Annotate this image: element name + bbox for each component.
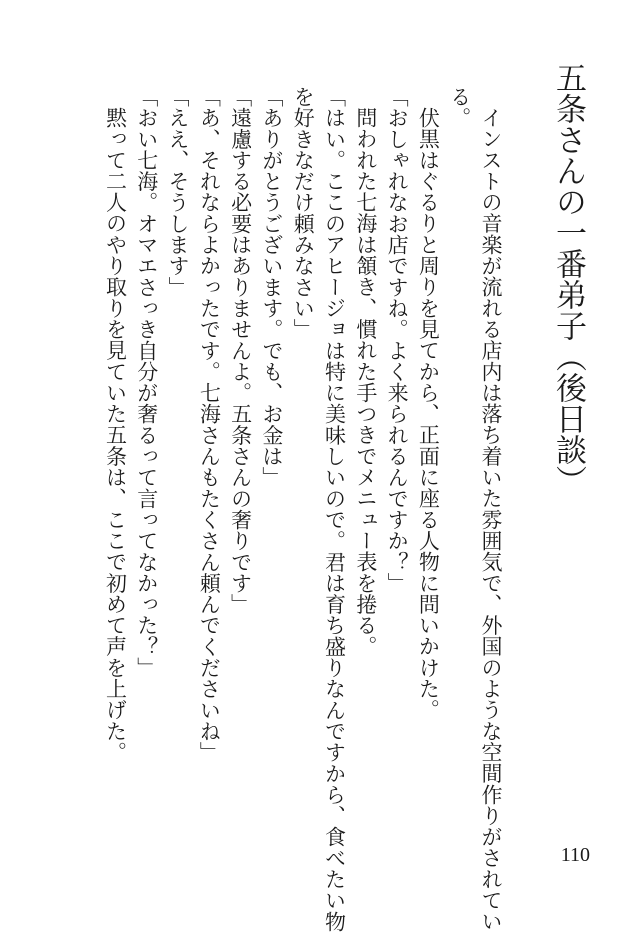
text-line: 問われた七海は頷き、慣れた手つきでメニュー表を捲る。 bbox=[353, 107, 378, 657]
text-line: インストの音楽が流れる店内は落ち着いた雰囲気で、外国のような空間作りがされてい bbox=[479, 107, 503, 932]
text-line: 伏黒はぐるりと周りを見てから、正面に座る人物に問いかけた。 bbox=[416, 107, 441, 721]
text-line: 黙って二人のやり取りを見ていた五条は、ここで初めて声を上げた。 bbox=[103, 107, 128, 763]
text-line: 「ありがとうございます。でも、お金は」 bbox=[259, 86, 284, 488]
text-line: 「あ、それならよかったです。七海さんもたくさん頼んでくださいね」 bbox=[197, 86, 222, 763]
body-text bbox=[103, 86, 506, 932]
page-number: 110 bbox=[560, 844, 590, 866]
text-line: 「はい。ここのアヒージョは特に美味しいので。君は育ち盛りなんですから、食べたい物 bbox=[322, 86, 347, 932]
text-line: を好きなだけ頼みなさい」 bbox=[291, 86, 316, 340]
text-line: 「おい七海。オマエさっき自分が奢るって言ってなかった？」 bbox=[134, 86, 159, 679]
text-line: 「ええ、そうします」 bbox=[166, 86, 191, 298]
text-line: る。 bbox=[447, 86, 472, 129]
chapter-title: 五条さんの一番弟子（後日談） bbox=[550, 62, 586, 496]
text-line: 「遠慮する必要はありませんよ。五条さんの奢りです」 bbox=[228, 86, 253, 615]
text-line: 「おしゃれなお店ですね。よく来られるんですか？」 bbox=[385, 86, 410, 594]
